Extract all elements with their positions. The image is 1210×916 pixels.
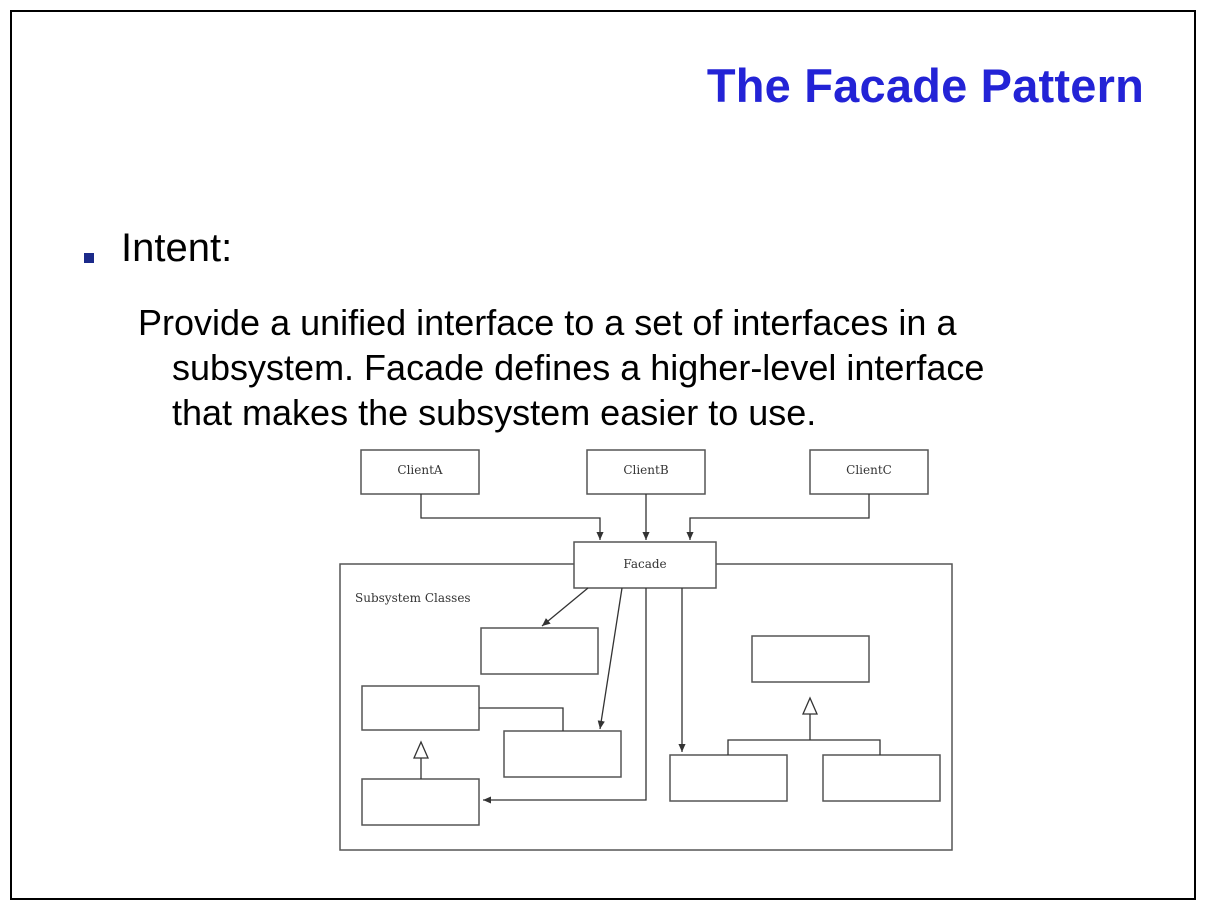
association-line: [479, 708, 563, 731]
intent-label: Intent:: [121, 226, 233, 270]
facade-arrow: [600, 588, 622, 729]
subsystem-class-box: [481, 628, 598, 674]
subsystem-class-box: [823, 755, 940, 801]
subsystem-class-box: [362, 779, 479, 825]
client-a-box: [361, 450, 479, 494]
subsystem-class-box: [670, 755, 787, 801]
subsystem-class-box: [362, 686, 479, 730]
client-c-arrow: [690, 494, 869, 540]
intent-line-2: subsystem. Facade defines a higher-level interface: [172, 347, 985, 388]
facade-box: [574, 542, 716, 588]
client-b-box: [587, 450, 705, 494]
client-b-label: ClientB: [623, 463, 669, 477]
facade-label: Facade: [623, 557, 667, 571]
subsystem-class-box: [504, 731, 621, 777]
subsystem-class-box: [752, 636, 869, 682]
client-a-label: ClientA: [397, 463, 443, 477]
client-c-box: [810, 450, 928, 494]
inheritance-triangle-icon: [414, 742, 428, 758]
slide-title: The Facade Pattern: [706, 59, 1144, 112]
subsystem-label: Subsystem Classes: [355, 591, 471, 605]
facade-arrow: [542, 588, 588, 626]
intent-line-1: Provide a unified interface to a set of interfaces in a: [138, 302, 957, 343]
inheritance-line: [728, 740, 880, 755]
intent-line-3: that makes the subsystem easier to use.: [172, 392, 817, 433]
inheritance-triangle-icon: [803, 698, 817, 714]
client-c-label: ClientC: [846, 463, 892, 477]
client-a-arrow: [421, 494, 600, 540]
